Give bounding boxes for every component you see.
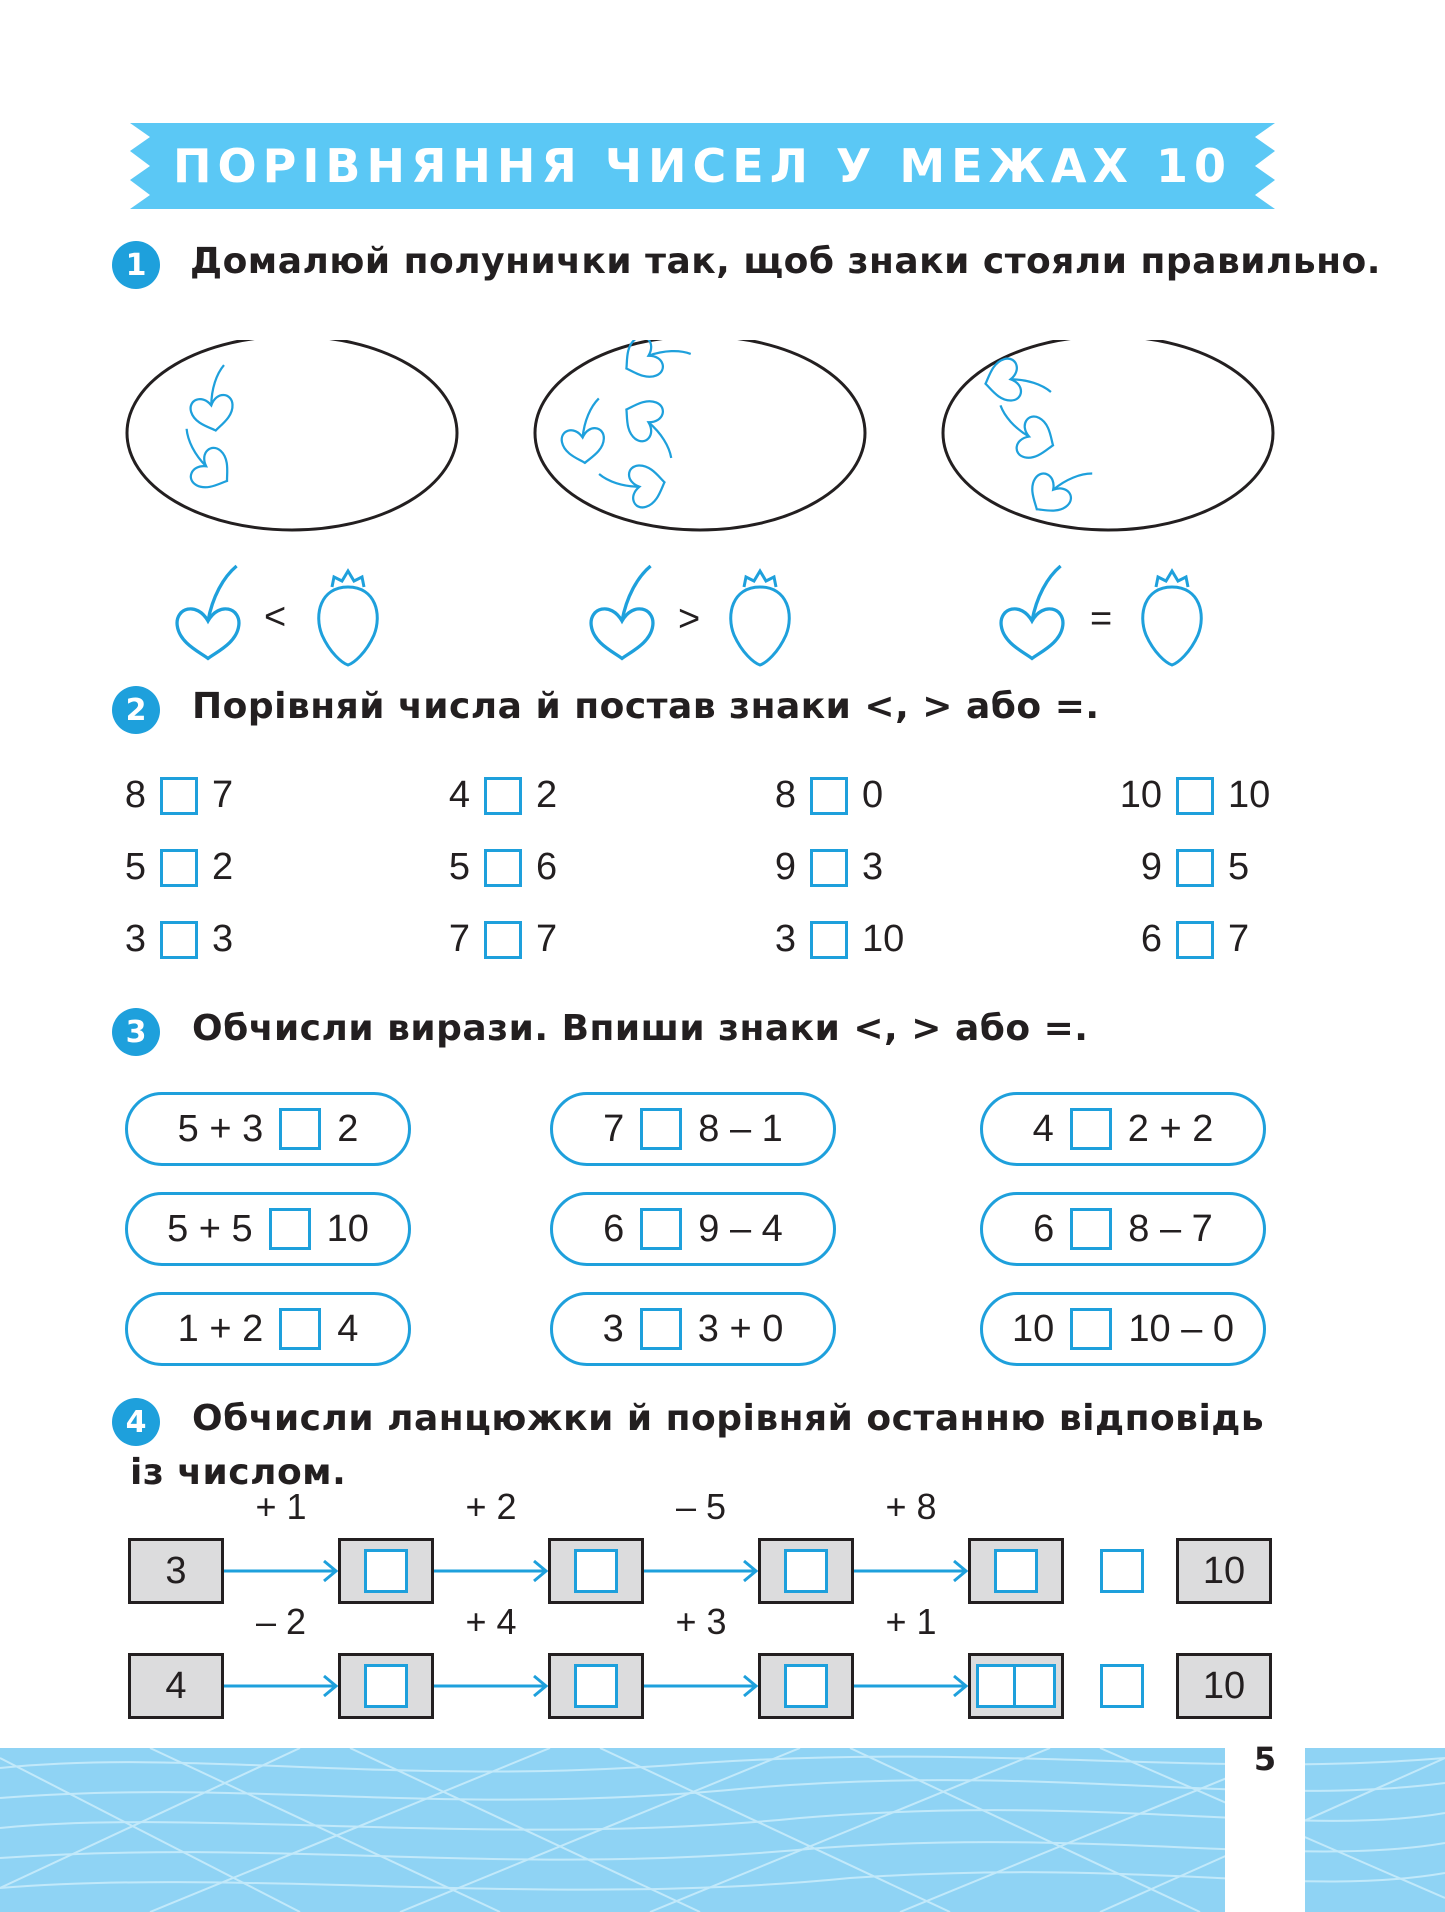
answer-box[interactable] (160, 921, 198, 959)
number-left: 5 (448, 846, 470, 888)
strawberry-icon (1143, 571, 1202, 665)
comparison-row (772, 846, 883, 889)
arrow-icon (644, 1676, 756, 1696)
operation-label: – 2 (255, 1601, 307, 1642)
chain-step (548, 1538, 644, 1604)
page-title: ПОРІВНЯННЯ ЧИСЕЛ У МЕЖАХ 10 (173, 139, 1232, 193)
answer-box[interactable] (1016, 1664, 1056, 1708)
number-right: 3 (862, 846, 884, 888)
strawberry-icon (319, 571, 378, 665)
expression-right: 8 – 1 (698, 1107, 783, 1150)
expression-right: 10 – 0 (1128, 1307, 1234, 1350)
chain-start: 4 (128, 1653, 224, 1719)
operation-label: + 1 (255, 1486, 307, 1527)
answer-box[interactable] (640, 1208, 682, 1250)
arrow-icon (224, 1676, 336, 1696)
expression-pill (125, 1092, 411, 1166)
expression-pill (550, 1292, 836, 1366)
number-right: 7 (212, 774, 234, 816)
page-number: 5 (1225, 1720, 1305, 1912)
expression-pill (125, 1292, 411, 1366)
number-left: 3 (774, 918, 796, 960)
answer-box[interactable] (1070, 1308, 1112, 1350)
comparison-row (122, 846, 233, 889)
operation-label: + 1 (885, 1601, 937, 1642)
task-instruction: Порівняй числа й постав знаки <, > або =. (192, 686, 1100, 727)
comparison-row (772, 774, 883, 817)
answer-box[interactable] (994, 1549, 1038, 1593)
answer-box[interactable] (484, 777, 522, 815)
answer-box[interactable] (279, 1108, 321, 1150)
comparison-row (446, 918, 557, 961)
answer-box[interactable] (640, 1308, 682, 1350)
arrow-icon (854, 1561, 966, 1581)
comparison-row (122, 774, 233, 817)
answer-box[interactable] (269, 1208, 311, 1250)
answer-box[interactable] (1070, 1108, 1112, 1150)
number-right: 3 (212, 918, 234, 960)
compare-sign-box[interactable] (1100, 1549, 1144, 1593)
answer-box[interactable] (810, 921, 848, 959)
expression-right: 2 + 2 (1127, 1107, 1214, 1150)
comparison-row (446, 774, 557, 817)
chain-step (338, 1653, 434, 1719)
strawberry-icon (731, 571, 790, 665)
drawing-oval (127, 340, 457, 530)
arrow-icon (644, 1561, 756, 1581)
comparison-row (1110, 846, 1249, 889)
arrow-icon (434, 1561, 546, 1581)
expression-left: 10 (1012, 1307, 1055, 1350)
number-left: 7 (448, 918, 470, 960)
comparison-row (446, 846, 557, 889)
expression-left: 1 + 2 (177, 1307, 264, 1350)
operation-label: + 4 (465, 1601, 517, 1642)
expression-right: 10 (326, 1207, 369, 1250)
arrow-icon (434, 1676, 546, 1696)
answer-box[interactable] (640, 1108, 682, 1150)
comparison-row (772, 918, 904, 961)
answer-box[interactable] (364, 1664, 408, 1708)
expression-right: 3 + 0 (697, 1307, 784, 1350)
answer-box[interactable] (279, 1308, 321, 1350)
expression-left: 7 (603, 1107, 625, 1150)
expression-pill (550, 1192, 836, 1266)
number-left: 9 (774, 846, 796, 888)
task-instruction: Обчисли ланцюжки й порівняй останню відповідь (192, 1398, 1265, 1439)
answer-box[interactable] (976, 1664, 1016, 1708)
number-right: 10 (862, 918, 905, 960)
operation-label: + 2 (465, 1486, 517, 1527)
number-left: 8 (124, 774, 146, 816)
task1-illustration (0, 340, 1445, 670)
task-instruction: Обчисли вирази. Впиши знаки <, > або =. (192, 1008, 1089, 1049)
cherry-icon (591, 566, 653, 658)
chain-step (758, 1538, 854, 1604)
number-right: 6 (536, 846, 558, 888)
answer-box[interactable] (574, 1549, 618, 1593)
task-instruction-cont: із числом. (130, 1452, 347, 1493)
cherry-icon (177, 566, 239, 658)
expression-right: 9 – 4 (698, 1207, 783, 1250)
task-number-badge: 4 (112, 1398, 160, 1446)
number-left: 6 (1140, 918, 1162, 960)
arrow-icon (224, 1561, 336, 1581)
chain-start: 3 (128, 1538, 224, 1604)
chain-target: 10 (1176, 1653, 1272, 1719)
number-right: 2 (212, 846, 234, 888)
task-number-badge: 2 (112, 686, 160, 734)
expression-left: 6 (1033, 1207, 1055, 1250)
comparison-sign: < (264, 596, 287, 638)
comparison-row (122, 918, 233, 961)
number-left: 4 (448, 774, 470, 816)
chain-step (548, 1653, 644, 1719)
answer-box[interactable] (160, 849, 198, 887)
comparison-row (1110, 774, 1270, 817)
comparison-sign: > (678, 598, 701, 640)
expression-right: 2 (337, 1107, 359, 1150)
expression-left: 5 + 3 (177, 1107, 264, 1150)
answer-box[interactable] (574, 1664, 618, 1708)
expression-pill (980, 1092, 1266, 1166)
number-right: 0 (862, 774, 884, 816)
answer-box[interactable] (160, 777, 198, 815)
arrow-icon (854, 1676, 966, 1696)
cherry-icon (1001, 566, 1063, 658)
answer-box[interactable] (1176, 921, 1214, 959)
operation-label: + 8 (885, 1486, 937, 1527)
answer-box[interactable] (784, 1549, 828, 1593)
task-instruction: Домалюй полунички так, щоб знаки стояли правильно. (190, 241, 1381, 282)
chain-step (758, 1653, 854, 1719)
answer-box[interactable] (1070, 1208, 1112, 1250)
answer-box[interactable] (810, 777, 848, 815)
expression-pill (125, 1192, 411, 1266)
title-banner (130, 123, 1275, 209)
chain-step (968, 1538, 1064, 1604)
number-left: 8 (774, 774, 796, 816)
expression-pill (550, 1092, 836, 1166)
number-right: 2 (536, 774, 558, 816)
task-number-badge: 1 (112, 241, 160, 289)
expression-right: 4 (337, 1307, 359, 1350)
number-right: 10 (1228, 774, 1271, 816)
expression-left: 6 (603, 1207, 625, 1250)
operation-label: + 3 (675, 1601, 727, 1642)
expression-left: 3 (602, 1307, 624, 1350)
expression-pill (980, 1192, 1266, 1266)
number-left: 5 (124, 846, 146, 888)
number-right: 7 (536, 918, 558, 960)
compare-sign-box[interactable] (1100, 1664, 1144, 1708)
comparison-row (1110, 918, 1249, 961)
answer-box[interactable] (1176, 777, 1214, 815)
number-right: 5 (1228, 846, 1250, 888)
number-left: 3 (124, 918, 146, 960)
operation-label: – 5 (675, 1486, 727, 1527)
number-right: 7 (1228, 918, 1250, 960)
expression-left: 4 (1032, 1107, 1054, 1150)
chain-target: 10 (1176, 1538, 1272, 1604)
number-left: 10 (1119, 774, 1162, 816)
answer-box[interactable] (810, 849, 848, 887)
chain-step (968, 1653, 1064, 1719)
task-number-badge: 3 (112, 1008, 160, 1056)
answer-box[interactable] (364, 1549, 408, 1593)
answer-box[interactable] (784, 1664, 828, 1708)
expression-right: 8 – 7 (1128, 1207, 1213, 1250)
answer-box[interactable] (484, 849, 522, 887)
comparison-sign: = (1090, 598, 1113, 640)
chain-step (338, 1538, 434, 1604)
answer-box[interactable] (1176, 849, 1214, 887)
answer-box[interactable] (484, 921, 522, 959)
number-left: 9 (1140, 846, 1162, 888)
expression-left: 5 + 5 (167, 1207, 253, 1250)
expression-pill (980, 1292, 1266, 1366)
